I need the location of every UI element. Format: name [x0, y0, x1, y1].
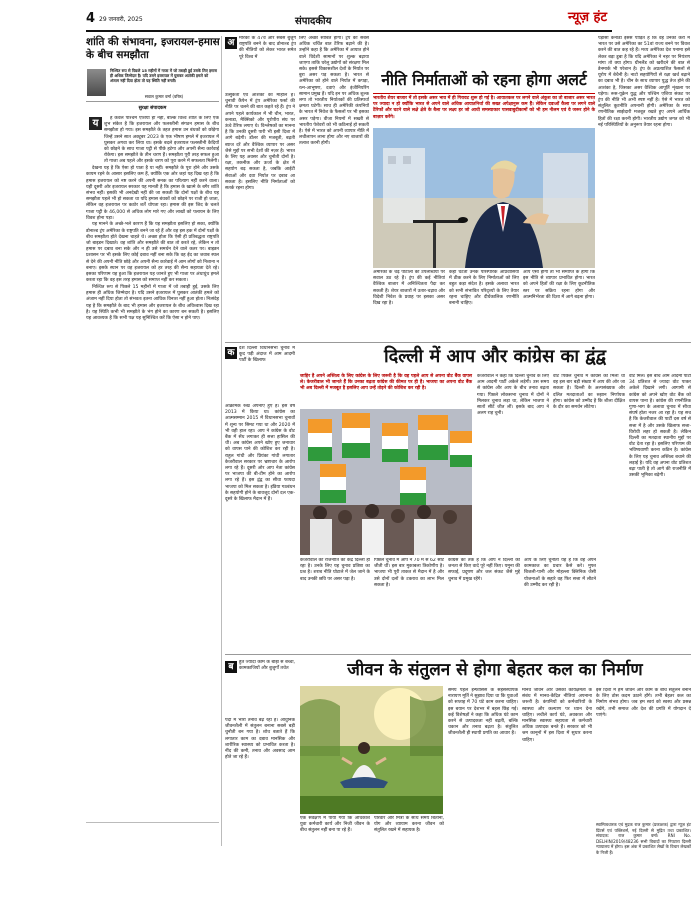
article-b-col-4: वोट पिछले चुनाव में कांग्रेस को मिला था वह इस बार बड़ी संख्या में आप की ओर जा सकता है। दिल्ली के अल्पसंख्यक और दलित मतदाताओं का रुझान निर्णायक होगा। कांग्रेस को उम्मीद है कि शीला दीक्षित के दौर का समर्थन लौटेगा। — [553, 374, 625, 411]
meditation-photo-illustration — [300, 686, 443, 814]
article-a-col-1b: उत्सुकता एवं आशंका का माहौल है। चुनावी कैंपेन में ट्रंप अमेरिका फर्स्ट की नीति पर चलने की बात कहते रहे हैं। ट्रंप ने अपने पहले कार्यकाल में भी चीन, भारत, कनाडा, मैक्सिको और यूरोपीय संघ पर ऊंचे टैरिफ लगाए थे। विश्लेषकों का मानना है कि उनकी दूसरी पारी भी इसी दिशा में आगे बढ़ेगी। डॉलर की मजबूती, बढ़ती ब्याज दरें और वैश्विक व्यापार पर असर जैसे मुद्दों पर सभी देशों की नज़र है। भारत के लिए यह अवसर और चुनौती दोनों है। रक्षा, तकनीक और ऊर्जा के क्षेत्र में सहयोग बढ़ सकता है, जबकि आईटी सेवाओं और दवा निर्यात पर दबाव आ सकता है। इसलिए नीति निर्माताओं को सतर्क रहना होगा। — [225, 93, 295, 192]
author-byline: सवाल कुमार वर्मा (वरिष्ठ) — [144, 94, 184, 99]
page-number: 4 — [86, 11, 96, 26]
article-b-col-5: केजरीवाल की राजनीति का केंद्र दिल्ली ही रहा है। उनके लिए यह चुनाव प्रतिष्ठा का प्रश्न है। शराब नीति घोटाले में जेल जाने के बाद उनकी छवि पर असर पड़ा है। — [300, 558, 370, 582]
article-b-deck: जाहिर है अपने अस्तित्व के लिए कांग्रेस के लिए जरूरी है कि वह पहले आप से अपना वोट बैंक वापस ले। केजरीवाल भी जानते हैं कि उनका बढ़ता कांग्रेस की कीमत पर ही है। भाजपा का अपना वोट बैंक भी अब दिल्ली में मजबूत है इसलिए आप उन्हें तोड़ने की कोशिश कर रही है। — [300, 374, 472, 392]
article-a-col-1: मेरिका के 47वें और सबसे बुजुर्ग राष्ट्रपति बनने के बाद डोनाल्ड ट्रंप की नीतियों को लेकर भारत समेत पूरे विश्व में — [239, 36, 296, 60]
article-b-col-3: केजरीवाल ने कहा कि दिल्ली चुनाव के लिए आम आदमी पार्टी अकेले लड़ेगी। उस समय से कांग्रेस और आप के बीच तनाव बढ़ता गया। पिछले लोकसभा चुनाव में दोनों ने मिलकर चुनाव लड़ा था, लेकिन भाजपा ने सातों सीटें जीत लीं। इसके बाद आप ने अलग राह चुनी। — [477, 374, 549, 417]
article-c-col-4: परिवार और मित्रों के साथ समय बिताना, योग और व्यायाम करना जीवन को संतुलित रखने में सहायक है। — [374, 816, 444, 834]
article-b-col-1b: आक्रामक रुख अपनाए हुए है। इस वर्ष 2013 में किया था। कांग्रेस का आत्मसम्मान 2015 में विधानसभा चुनावों में शून्य पर सिमट गया था और 2020 में भी वही हाल रहा। आप ने कांग्रेस के वोट बैंक में सेंध लगाकर ही सत्ता हासिल की थी। अब कांग्रेस अपने खोए हुए जनाधार को वापस पाने की कोशिश कर रही है। राहुल गांधी और प्रियंका गांधी लगातार केजरीवाल सरकार पर भ्रष्टाचार के आरोप लगा रहे हैं। दूसरी ओर आप नेता कांग्रेस पर भाजपा की बी-टीम होने का आरोप लगा रहे हैं। इस द्वंद्व का सीधा फायदा भाजपा को मिल सकता है। इंडिया गठबंधन के सहयोगी होने के बावजूद दोनों दल एक-दूसरे के खिलाफ मैदान में हैं। — [225, 404, 295, 503]
article-c-col-6: मानव जीवन और उसकी कार्यक्षमता के संबंध में मानव-केंद्रित नीतियां अपनाना जरूरी है। कंपनियों को कर्मचारियों के स्वास्थ्य और कल्याण पर ध्यान देना चाहिए। लचीले कार्य घंटे, अवकाश और मानसिक स्वास्थ्य सहायता से कर्मचारी अधिक उत्पादक बनते हैं। सरकार को भी श्रम कानूनों में इस दिशा में सुधार करना चाहिए। — [522, 688, 592, 743]
left-subhead: सुरक्षा संपादकम — [138, 106, 167, 111]
article-b-headline: दिल्ली में आप और कांग्रेस का द्वंद्व — [384, 346, 606, 367]
section-marker-a: अ — [225, 37, 237, 49]
article-a-col-3: पड़ोसी कनाडा इससे पीड़ित है कि वह उनको करों में भारत पर उसे अमेरिका का 51वां राज्य बनने पर विवश करने की बात कह रहे हैं। मध्य अमेरिका देश पनामा इसे लेकर बड़ा डूबा है कि यदि अमेरिका ने नहर पर नियंत्रण मांगा तो क्या होगा। ग्रीनलैंड को खरीदने की बात से डेनमार्क भी परेशान है। ट्रंप के अप्रत्याशित फैसलों से यूरोप में बेचैनी है। नाटो सहयोगियों से रक्षा खर्च बढ़ाने का दबाव भी है। चीन के साथ व्यापार युद्ध तेज होने की आशंका है, जिसका असर वैश्विक आपूर्ति शृंखला पर पड़ेगा। रूस-यूक्रेन युद्ध और पश्चिम एशिया संकट पर ट्रंप की नीति भी अभी स्पष्ट नहीं है। ऐसे में भारत को संतुलित कूटनीति अपनानी होगी। अमेरिका के साथ रणनीतिक साझेदारी मजबूत रखते हुए अपने आर्थिक हितों की रक्षा करनी होगी। भारतीय उद्योग जगत को भी नई परिस्थितियों के अनुरूप तैयार रहना होगा। — [598, 36, 690, 128]
drop-cap: य — [89, 117, 102, 130]
congress-rally-photo — [300, 409, 472, 555]
rally-photo-illustration — [300, 409, 472, 555]
left-para-2: देखना यह है कि ऐसा हो पाता है या नहीं। समझौते के पूरा होने और उसके कायम रहने के आसार इसलिए कम हैं, क्योंकि एक ओर जहां यह दिख रहा है कि हमास इजरायल को नष्ट करने की अपनी सनक का परित्याग नहीं करने वाला। यही दूसरी ओर इजरायल सरकार यह मानती है कि हमास के खात्मे के बगैर शांति संभव नहीं। इसकी भी अनदेखी नहीं की जा सकती कि दोनों पक्षों के बीच यह समझौता पहले भी हो सकता था यदि हमास बंधकों को छोड़ने पर राजी हो जाता, लेकिन वह इजरायल पर कठोर शर्तें थोपता रहा। हमास की इस जिद के चलते गाजा पट्टी के 46,000 से अधिक लोग मारे गए और लाखों को पलायन के लिए विवश होना पड़ा। — [86, 166, 219, 221]
author-photo — [87, 69, 106, 96]
trump-photo-illustration — [373, 128, 595, 268]
article-c-col-7: इस दिशा में हमें जीवन और काम के बीच संतुलन बनाने के लिए ठोस कदम उठाने होंगे। तभी बेहतर कल का निर्माण संभव होगा। जब हम स्वयं को स्वस्थ और प्रसन्न रखेंगे, तभी समाज और देश की प्रगति में योगदान दे पाएंगे। — [596, 688, 691, 718]
article-a-col-2: लिए अच्छा साबित होगा। ट्रंप की सबसे अधिक चर्चित बात टैरिफ बढ़ाने की है। उन्होंने कहा है कि अमेरिका में आयात होने वाले विदेशी सामानों पर शुल्क बढ़ाया जाएगा ताकि घरेलू उद्योगों को संरक्षण मिल सके। इससे विकासशील देशों के निर्यात पर बुरा असर पड़ सकता है। भारत से अमेरिका को होने वाले निर्यात में कपड़ा, रत्न-आभूषण, दवाएं और इंजीनियरिंग सामान प्रमुख हैं। यदि इन पर अधिक शुल्क लगा तो भारतीय निर्यातकों की प्रतिस्पर्धा क्षमता घटेगी। साथ ही अमेरिकी कंपनियों के भारत में निवेश के फैसलों पर भी इसका असर पड़ेगा। वीजा नियमों में सख्ती से भारतीय पेशेवरों को भी कठिनाई हो सकती है। ऐसे में भारत को अपनी व्यापार नीति में लचीलापन लाना होगा और नए बाजारों की तलाश करनी होगी। — [299, 36, 369, 147]
footer-rule — [86, 822, 219, 823]
left-body — [86, 116, 219, 820]
section-marker-c: ब — [225, 661, 237, 673]
left-headline: शांति की संभावना, इजरायल-हमास के बीच समझौता — [86, 36, 220, 61]
article-a-headline: नीति निर्माताओं को रहना होगा अलर्ट — [381, 71, 587, 89]
page-header — [0, 0, 696, 30]
article-b-col-1: देश दिल्ली विधानसभा चुनाव में कूद पड़ी अंदाज में आम आदमी पार्टी के खिलाफ — [239, 346, 295, 364]
brand-logo: न्यूज़ हंट — [568, 10, 608, 25]
header-rule — [86, 30, 612, 32]
article-c-col-5: समय पहले इन्फोसिस के सहसंस्थापक नारायण मूर्ति ने सुझाव दिया था कि युवाओं को सप्ताह में 70 घंटे काम करना चाहिए। इस बयान पर देशभर में बहस छिड़ गई। कई विशेषज्ञों ने कहा कि अधिक घंटे काम करने से उत्पादकता नहीं बढ़ती, बल्कि थकान और तनाव बढ़ता है। संतुलित जीवनशैली ही स्थायी प्रगति का आधार है। — [448, 688, 518, 737]
issue-date: 29 जनवरी, 2025 — [99, 16, 143, 23]
article-a-col-5: कहीं घटती उनके पारस्परिक आप्रवासियों में ठीक करने के लिए निर्माताओं को लिए बहुत कड़ा संदेश है। इसके अलावा भारत को सभी संभावित परिदृश्यों के लिए तैयार रहना चाहिए और दीर्घकालिक रणनीति बनानी चाहिए। — [449, 270, 519, 307]
left-para-4: निश्चित रूप से पिछले 15 महीनों में गाजा में जो तबाही हुई, उसके लिए हमास ही अधिक जिम्मेदार है। यदि उसने इजरायल में घुसकर आतंकी हमले को अंजाम नहीं दिया होता तो संभवतः इतना आधिक विनाश नहीं हुआ होता। निःसंदेह यह है कि समझौते के बाद भी हमास और इजरायल के बीच अविश्वास दिख रहा है। यह स्थिति कभी भी समझौते के भंग होने का कारण बन सकती है। इसलिए यह आवश्यक है कि सभी पक्ष यह सुनिश्चित करें कि ऐसा न होने पाए। — [86, 284, 219, 321]
left-para-1: ह केवल पश्चिम एशिया ही नहीं, बल्कि विश्व शांति के लिए एक शुभ संकेत है कि इजरायल और फलस्तीनी संगठन हमास के बीच समझौता हो गया। इस समझौते के तहत हमास उन बंधकों को छोड़ेगा जिन्हें उसने सात अक्टूबर 2023 के एक भीषण हमले में इजरायल में घुसकर अगवा कर लिया था। इसके बदले इजरायल फलस्तीनी कैदियों को छोड़ने के साथ गाजा पट्टी से पीछे हटेगा और अपनी सैन्य कार्रवाई रोकेगा। इस समझौते के तीन चरण हैं। समझौता पूरी तरह सफल हुआ तो गाजा अब पहले और इसके चरण को पूरा करने में सफलता मिलेगी। — [104, 116, 219, 165]
article-a-deck: भारतीय शेयर बाजार में तो इसके असर भाव में ही गिरावट शुरू हो गई है। आयातकल पर लगने वाले अंकुश का तो बाजार असर भारत पर ज्यादा न हो क्योंकि भारत से अपने वाले अधिक आयातनिर्धा की सख्त अपेक्षानुरू कम हैं। लेकिन दवाओं कैला पर लगने वाले टैरिफों और घटने वाले लक्षे क्षेत्रे के बैला पर लक्ष्य हर जो आधी समस्याकार पासवाबुदीकामों को भी हम नीलम एवं वे जरूर होने के बाज़ार करेंगे। — [373, 96, 595, 120]
meditation-photo — [300, 686, 443, 814]
article-c-col-3: एक सर्वेक्षण में पाया गया कि अधिकांश युवा कर्मचारी कार्य और निजी जीवन के बीच संतुलन नहीं बना पा रहे हैं। — [300, 816, 370, 834]
article-c-col-1: हुत ज्यादा काम के बोझ से बच्चों, कामकाजियों और बुजुर्गों तथेत — [239, 660, 295, 672]
article-b-col-6: पिछले चुनाव में आप ने 70 में से 62 सीटें जीती थीं। इस बार मुकाबला त्रिकोणीय है। भाजपा भी पूरी ताकत से मैदान में है और उसे दोनों दलों के टकराव का लाभ मिल सकता है। — [374, 558, 444, 588]
pull-quote: निश्चित रूप से पिछले 15 महीनों में गाजा में जो तबाही हुई उसके लिए हमास ही अधिक जिम्मेदार है। यदि उसने इजरायल में घुसकर आतंकी हमले को अंजाम नहीं दिया होता तो यह स्थिति नहीं बनती। — [110, 68, 217, 83]
article-b-col-7: कांग्रेस का तर्क है कि आप ने दिल्ली की जनता से किए वादे पूरे नहीं किए। यमुना की सफाई, प्रदूषण और जल संकट जैसे मुद्दे चुनाव में प्रमुख रहेंगे। — [448, 558, 520, 582]
article-b-col-8: आप के लिए चुनौती यह है कि वह अपने कामकाज का प्रचार कैसे करे। मुफ्त बिजली-पानी और मोहल्ला क्लिनिक जैसी योजनाओं के सहारे वह फिर सत्ता में लौटने की उम्मीद कर रही है। — [524, 558, 596, 588]
article-c-col-1b: पदों में भारी तनाव बढ़ रहा है। आधुनिक जीवनशैली में संतुलन बनाना सबसे बड़ी चुनौती बन गया है। शोध बताते हैं कि लगातार काम का दबाव मानसिक और शारीरिक स्वास्थ्य को प्रभावित करता है। नींद की कमी, तनाव और अवसाद आम होते जा रहे हैं। — [225, 718, 295, 761]
article-b-col-9: वोट मिले। इस बीच आम आदमी पार्टी 34 प्रतिशत से ज्यादा वोट पाकर अकेले दिखाने लगी। आगामी से कांग्रेस को अपने खोए वोट बैंक को वापस पाना है। कांग्रेस की रणनीतिक गुणा-भाग के अलावा चुनाव में सीधा संघर्ष होता नजर आ रहा है। यह सच है कि केजरीवाल की पार्टी दस वर्ष से सत्ता में है और उसके खिलाफ सत्ता-विरोधी लहर हो सकती है। लेकिन दिल्ली का मतदाता स्थानीय मुद्दों पर वोट देता रहा है। इसलिए परिणाम की भविष्यवाणी करना कठिन है। कांग्रेस के लिए यह चुनाव अस्तित्व बचाने की लड़ाई है। यदि वह अपना वोट प्रतिशत बढ़ा पाती है तो आगे की राजनीति में उसकी भूमिका बढ़ेगी। — [629, 374, 691, 479]
left-para-3: यह मानने के अच्छे-भले कारण हैं कि यह समझौता इसलिए हो सका, क्योंकि डोनाल्ड ट्रंप अमेरिका के राष्ट्रपति बनने जा रहे हैं और वह इस हक में दोनों पक्षों के बीच समझौता होते देखना चाहते थे। अच्छा होता कि ऐसी ही प्रतिबद्धता राष्ट्रपति जो बाइडन दिखाते। वह शांति और समझौते की बात तो करते रहे, लेकिन न तो हमास पर दबाव बना सके और न ही उसे समर्थन देने वाले कतर पर। बाइडन प्रशासन पर भी इसके लिए कोई दबाव नहीं बना सके कि वह ईद का जवाब स्थल से देने की अपनी नीति छोड़े और अपनी सैन्य कार्रवाई में आम लोगों को निशाना न बनाए। इसके स्थान पर वह इजरायल को हर तरह की सैन्य सहायता देते रहे। इसका परिणाम यह हुआ कि इजरायल यह जानते हुए भी गाजा पर अंधाधुंध हमले करता रहा कि वह इस तरह हमास को समाप्त नहीं कर सकता। — [86, 222, 219, 284]
publisher-imprint: स्वामित्वधारक एवं मुद्रक राज कुमार (प्रकाशक) द्वारा न्यूज़ हंट प्रिंटर्स एवं पब्लिशर्स, नई दिल्ली से मुद्रित तथा प्रकाशित। संपादक: राज कुमार वर्मा। RNI No. DELHIN/2019/48236 सभी विवादों का निपटारा दिल्ली न्यायालय में होगा। इस अंक में प्रकाशित लेखों के विचार लेखकों के निजी हैं। — [596, 822, 691, 855]
section-name: संपादकीय — [295, 16, 332, 27]
article-a-col-4: अमेरिका के चढ़ पोटाला की उपलब्धियों पर सवाल उठ रहे हैं। ट्रंप की कई नीतियां वैश्विक बाजार में अनिश्चितता पैदा कर सकती हैं। शेयर बाजारों में उतार-चढ़ाव और विदेशी निवेश के प्रवाह पर इसका असर दिख रहा है। — [373, 270, 445, 307]
trump-speech-photo — [373, 128, 595, 268]
divider — [86, 101, 219, 102]
article-a-col-6: आप ऐसा होगा तो भी समाप्ति के होगा कि इस नीति से व्यापार प्रभावित होगा। भारत को अपने हितों की रक्षा के लिए कूटनीतिक स्तर पर सक्रिय रहना होगा और आत्मनिर्भरता की दिशा में आगे बढ़ना होगा। — [523, 270, 595, 300]
article-c-headline: जीवन के संतुलन से होगा बेहतर कल का निर्माण — [347, 660, 643, 680]
headline-rule — [373, 93, 595, 94]
section-marker-b: क — [225, 347, 237, 359]
article-divider — [225, 654, 691, 655]
column-rule — [221, 36, 222, 846]
